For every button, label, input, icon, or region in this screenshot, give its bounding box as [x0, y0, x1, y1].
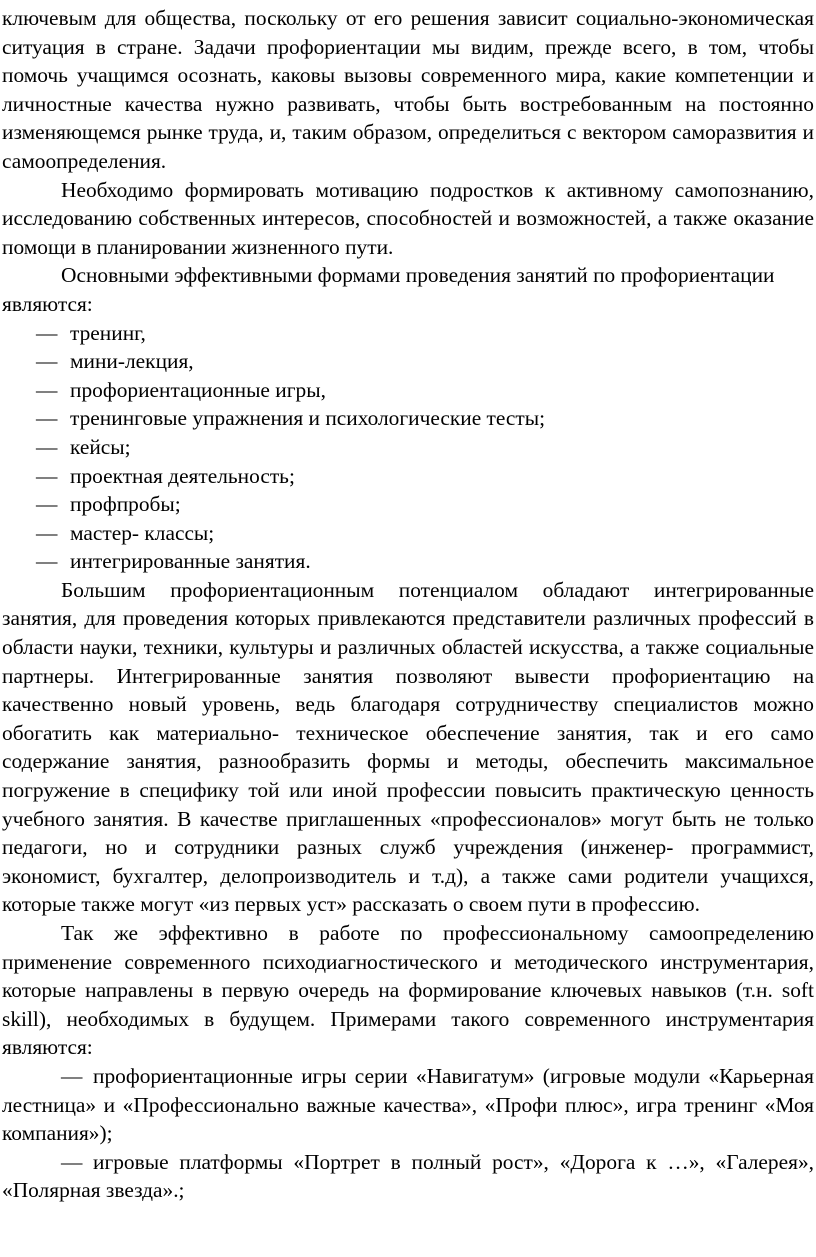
list-item-text: тренинг, — [70, 320, 146, 345]
list-item — [2, 376, 814, 405]
dash-marker: — — [36, 377, 58, 402]
list-item-text: мини-лекция, — [70, 349, 194, 374]
list-item-text: профориентационные игры, — [70, 377, 326, 402]
dash-marker: — — [36, 492, 58, 517]
list-item — [2, 490, 814, 519]
paragraph-motivation: Необходимо формировать мотивацию подростков к активному самопознанию, исследованию собственных интересов, способностей и возможностей, а также оказание помощи в планировании жизненного пути. — [2, 177, 814, 259]
list-item-text: интегрированные занятия. — [70, 549, 311, 574]
dash-marker: — — [36, 463, 58, 488]
list-item — [2, 347, 814, 376]
dash-marker: — — [36, 349, 58, 374]
list-item-text: кейсы; — [70, 434, 131, 459]
list-item-text: тренинговые упражнения и психологические тесты; — [70, 406, 546, 431]
list-item — [2, 547, 814, 576]
list-item — [2, 462, 814, 491]
paragraph-continuation: ключевым для общества, поскольку от его решения зависит социально-экономическая ситуация в стране. Задачи профориентации мы видим, прежде всего, в том, чтобы помочь учащимся осознать, каковы вызовы современного мира, какие компетенции и личностные качества нужно развивать, чтобы быть востребованным на постоянно изменяющемся рынке труда, и, таким образом, определиться с вектором саморазвития и самоопределения. — [2, 6, 814, 173]
forms-list — [2, 319, 814, 576]
tool-item-text: игровые платформы «Портрет в полный рост», «Дорога к …», «Галерея», «Полярная звезда».; — [2, 1149, 814, 1203]
list-item-text: проектная деятельность; — [70, 463, 295, 488]
list-item-text: мастер- классы; — [70, 520, 215, 545]
dash-marker: — — [36, 320, 58, 345]
paragraph-integrated-lessons: Большим профориентационным потенциалом обладают интегрированные занятия, для проведения которых привлекаются представители различных профессий в области науки, техники, культуры и различных областей искусства, а также социальные партнеры. Интегрированные занятия позволяют вывести профориентацию на качественно новый уровень, ведь благодаря сотрудничеству специалистов можно обогатить как материально- техническое обеспечение занятия, так и его само содержание занятия, разнообразить формы и методы, обеспечить максимальное погружение в специфику той или иной профессии повысить практическую ценность учебного занятия. В качестве приглашенных «профессионалов» могут быть не только педагоги, но и сотрудники разных служб учреждения (инженер- программист, экономист, бухгалтер, делопроизводитель и т.д), а также сами родители учащихся, которые также могут «из первых уст» рассказать о своем пути в профессию. — [2, 577, 814, 917]
list-item — [2, 404, 814, 433]
tool-item-text: профориентационные игры серии «Навигатум» (игровые модули «Карьерная лестница» и «Профессионально важные качества», «Профи плюс», игра тренинг «Моя компания»); — [2, 1063, 814, 1146]
dash-marker: — — [36, 549, 58, 574]
dash-marker: — — [61, 1063, 83, 1088]
list-item-text: профпробы; — [70, 492, 181, 517]
paragraph-forms-intro: Основными эффективными формами проведения занятий по профориентации являются: — [2, 263, 775, 316]
dash-marker: — — [36, 406, 58, 431]
paragraph-tools-intro: Так же эффективно в работе по профессиональному самоопределению применение современного психодиагностического и методического инструментария, которые направлены в первую очередь на формирование ключевых навыков (т.н. soft skill), необходимых в будущем. Примерами такого современного инструментария являются: — [2, 921, 814, 1060]
list-item — [2, 433, 814, 462]
dash-marker: — — [61, 1149, 83, 1174]
tool-item — [2, 1062, 814, 1148]
dash-marker: — — [36, 434, 58, 459]
tool-item — [2, 1148, 814, 1205]
list-item — [2, 319, 814, 348]
list-item — [2, 519, 814, 548]
dash-marker: — — [36, 520, 58, 545]
